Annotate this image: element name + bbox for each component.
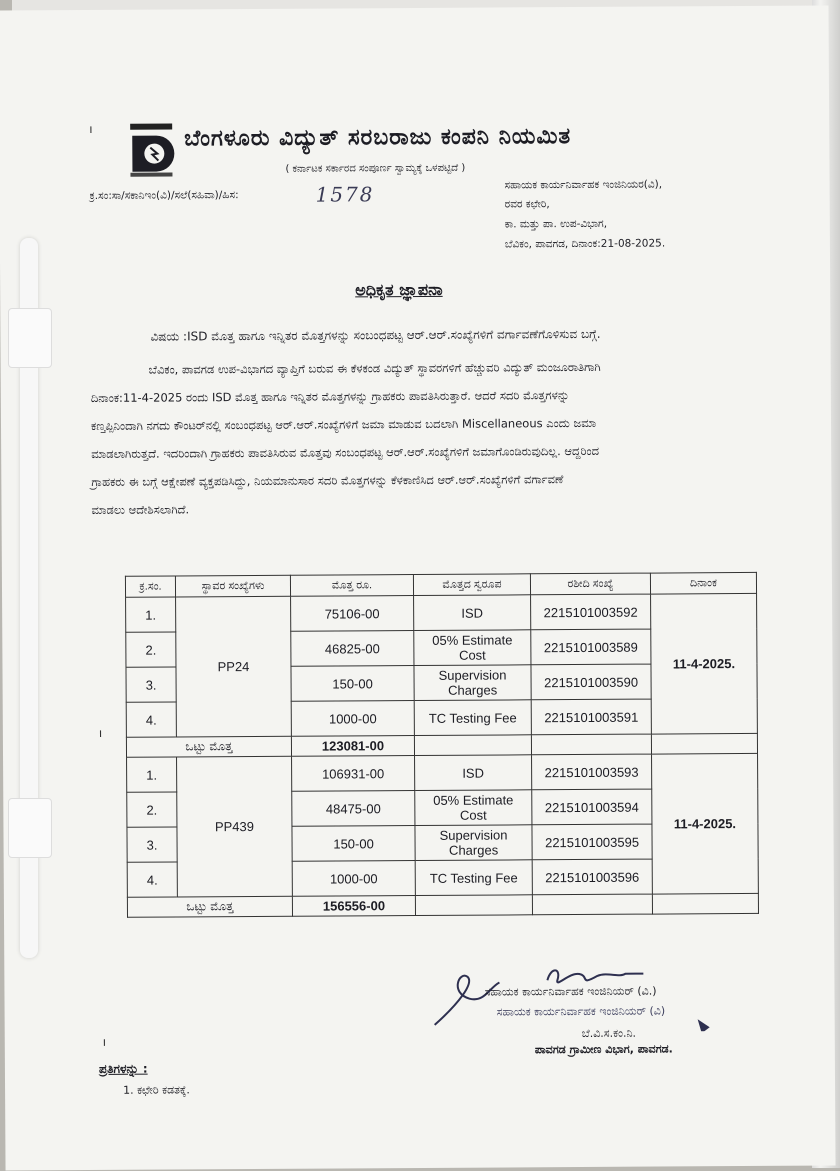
body-paragraph: [91, 352, 757, 524]
cell-amount: 106931-00: [292, 756, 415, 792]
body-line: ಗ್ರಾಹಕರು ಈ ಬಗ್ಗೆ ಆಕ್ಷೇಪಣೆ ವ್ಯಕ್ತಪಡಿಸಿದ್ದು, ನಿಯಮಾನುಸಾರ ಸದರಿ ಮೊತ್ತಗಳನ್ನು ಕೆಳಕಾಣಿಸಿದ ಆರ್.ಆರ್.ಸಂಖ್ಯೆಗಳಿಗೆ ವರ್ಗಾವಣೆ: [91, 472, 564, 489]
cell-nature: TC Testing Fee: [414, 700, 531, 736]
cell-nature: Supervision Charges: [414, 665, 531, 701]
body-line: ಕಣ್ತಪ್ಪಿನಿಂದಾಗಿ ನಗದು ಕೌಂಟರ್‌ನಲ್ಲಿ ಸಂಬಂಧಪಟ್ಟ ಆರ್.ಆರ್.ಸಂಖ್ಯೆಗಳಿಗೆ ಜಮಾ ಮಾಡುವ ಬದಲಾಗಿ Miscellaneous ಎಂದು ಜಮಾ: [90, 415, 597, 433]
cell-nature: Supervision Charges: [415, 825, 532, 861]
empty-cell: [531, 734, 651, 755]
subject-line: ವಿಷಯ :ISD ಮೊತ್ತ ಹಾಗೂ ಇನ್ನಿತರ ಮೊತ್ತಗಳನ್ನು ಸಂಬಂಧಪಟ್ಟ ಆರ್.ಆರ್.ಸಂಖ್ಯೆಗಳಿಗೆ ವರ್ಗಾವಣೆಗೊಳಿಸುವ ಬಗ್ಗೆ.: [150, 326, 601, 344]
empty-cell: [414, 735, 531, 756]
cell-sl: 2.: [127, 792, 177, 827]
address-line-2: ರವರ ಕಛೇರಿ,: [504, 198, 550, 211]
body-line: ಮಾಡಲಾಗಿರುತ್ತದೆ. ಇದರಿಂದಾಗಿ ಗ್ರಾಹಕರು ಪಾವತಿಸಿರುವ ಮೊತ್ತವು ಸಂಬಂಧಪಟ್ಟ ಆರ್.ಆರ್.ಸಂಖ್ಯೆಗಳಿಗೆ ಜಮಾಗೊಂಡಿರುವುದಿಲ್ಲ. ಆದ್ದರಿಂದ: [91, 443, 600, 461]
cell-receipt: 2215101003595: [532, 824, 652, 860]
total-label: ಒಟ್ಟು ಮೊತ್ತ: [127, 896, 292, 917]
cell-amount: 150-00: [291, 666, 414, 702]
cell-nature: TC Testing Fee: [415, 860, 532, 896]
company-title: ಬೆಂಗಳೂರು ವಿದ್ಯುತ್ ಸರಬರಾಜು ಕಂಪನಿ ನಿಯಮಿತ: [184, 124, 572, 152]
copies-item: 1. ಕಛೇರಿ ಕಡತಕ್ಕೆ.: [123, 1083, 190, 1097]
cell-amount: 1000-00: [292, 861, 415, 897]
cell-receipt: 2215101003593: [532, 754, 652, 790]
company-subtitle: ( ಕರ್ನಾಟಕ ಸರ್ಕಾರದ ಸಂಪೂರ್ಣ ಸ್ವಾಮ್ಯಕ್ಕೆ ಒಳಪಟ್ಟಿದೆ ): [285, 162, 466, 175]
margin-mark: ı: [98, 725, 103, 740]
cell-amount: 1000-00: [291, 701, 414, 737]
body-line: ಬೆವಿಕಂ, ಪಾವಗಡ ಉಪ-ವಿಭಾಗದ ವ್ಯಾಪ್ತಿಗೆ ಬರುವ ಈ ಕೆಳಕಂಡ ವಿದ್ಯುತ್ ಸ್ಥಾವರಗಳಿಗೆ ಹೆಚ್ಚುವರಿ ವಿದ್ಯುತ್ ಮಂಜೂರಾತಿಗಾಗಿ: [148, 359, 601, 377]
copies-heading: ಪ್ರತಿಗಳನ್ನು :: [98, 1061, 148, 1076]
address-line-4: ಬೆವಿಕಂ, ಪಾವಗಡ, ದಿನಾಂಕ:21-08-2025.: [504, 237, 666, 251]
empty-cell: [651, 733, 757, 754]
cell-receipt: 2215101003589: [531, 629, 651, 665]
cell-amount: 75106-00: [291, 596, 414, 632]
body-line: ದಿನಾಂಕ:11-4-2025 ರಂದು ISD ಮೊತ್ತ ಹಾಗೂ ಇನ್ನಿತರ ಮೊತ್ತಗಳನ್ನು ಗ್ರಾಹಕರು ಪಾವತಿಸಿರುತ್ತಾರೆ. ಆದರೆ ಸದರಿ ಮೊತ್ತಗಳನ್ನು: [90, 388, 570, 405]
empty-cell: [532, 894, 652, 915]
cell-sl: 1.: [127, 757, 177, 792]
signature-line-1: ಸಹಾಯಕ ಕಾರ್ಯನಿರ್ವಾಹಕ ಇಂಜಿನಿಯರ್ (ವಿ.): [484, 984, 657, 999]
cell-amount: 150-00: [292, 826, 415, 862]
cell-sl: 2.: [126, 632, 176, 667]
margin-mark: ı: [89, 121, 93, 136]
body-line: ಮಾಡಲು ಆದೇಶಿಸಲಾಗಿದೆ.: [91, 502, 190, 517]
header-date: ದಿನಾಂಕ: [650, 572, 756, 594]
cell-receipt: 2215101003592: [531, 594, 651, 630]
cell-nature: ISD: [414, 595, 531, 631]
header-plant: ಸ್ಥಾವರ ಸಂಖ್ಯೆಗಳು: [175, 575, 290, 597]
cell-nature: 05% Estimate Cost: [415, 790, 532, 826]
cell-sl: 4.: [127, 862, 177, 897]
reference-number: 1578: [315, 182, 375, 207]
cell-sl: 4.: [126, 702, 176, 737]
cell-amount: 48475-00: [292, 791, 415, 827]
cell-plant: PP24: [176, 596, 292, 737]
document-page: [0, 5, 836, 1170]
cell-receipt: 2215101003591: [531, 699, 651, 735]
cell-receipt: 2215101003594: [532, 789, 652, 825]
cell-amount: 46825-00: [291, 631, 414, 667]
signature-line-3: ಬೆ.ವಿ.ಸ.ಕಂ.ನಿ.: [581, 1026, 637, 1041]
cell-receipt: 2215101003590: [531, 664, 651, 700]
header-sl: ಕ್ರ.ಸಂ.: [125, 576, 175, 597]
reference-label: ಕ್ರ.ಸಂ:ಸಾ/ಸಕಾನಿಇಂ(ವಿ)/ಸಲೆ(ಸಹಿವಾ)/ಹಿಸ:: [89, 189, 239, 202]
margin-mark: ı: [102, 1034, 107, 1049]
cell-sl: 1.: [126, 597, 176, 632]
signature-line-2: ಸಹಾಯಕ ಕಾರ್ಯನಿರ್ವಾಹಕ ಇಂಜಿನಿಯರ್ (ವಿ): [496, 1004, 666, 1019]
cell-plant: PP439: [177, 756, 293, 897]
empty-cell: [652, 893, 758, 914]
address-line-1: ಸಹಾಯಕ ಕಾರ್ಯನಿರ್ವಾಹಕ ಇಂಜಿನಿಯರ(ವಿ),: [504, 178, 663, 192]
binder-clip: [8, 798, 52, 858]
cell-nature: 05% Estimate Cost: [414, 630, 531, 666]
bescom-logo-icon: [126, 121, 176, 177]
address-line-3: ಕಾ. ಮತ್ತು ಪಾ. ಉಪ-ವಿಭಾಗ,: [504, 217, 608, 231]
cell-nature: ISD: [415, 755, 532, 791]
total-amount: 156556-00: [292, 896, 415, 917]
empty-cell: [415, 895, 532, 916]
table-row: [126, 593, 757, 632]
header-nature: ಮೊತ್ತದ ಸ್ವರೂಪ: [413, 574, 530, 596]
header-receipt: ರಶೀದಿ ಸಂಖ್ಯೆ: [530, 573, 650, 595]
table-total-row: [127, 893, 758, 917]
order-title: ಅಧಿಕೃತ ಜ್ಞಾಪನಾ: [355, 279, 443, 300]
cell-date: 11-4-2025.: [651, 593, 758, 734]
total-amount: 123081-00: [291, 736, 414, 757]
signature-line-4: ಪಾವಗಡ ಗ್ರಾಮೀಣ ವಿಭಾಗ, ಪಾವಗಡ.: [534, 1042, 673, 1057]
cell-receipt: 2215101003596: [532, 859, 652, 895]
cell-sl: 3.: [127, 827, 177, 862]
cell-sl: 3.: [126, 667, 176, 702]
header-amount: ಮೊತ್ತ ರೂ.: [290, 575, 413, 597]
file-binder-strip: [8, 238, 54, 958]
table-row: [127, 753, 758, 792]
cell-date: 11-4-2025.: [652, 753, 759, 894]
total-label: ಒಟ್ಟು ಮೊತ್ತ: [126, 736, 291, 757]
transfer-table: [125, 572, 759, 918]
binder-clip: [8, 308, 52, 368]
